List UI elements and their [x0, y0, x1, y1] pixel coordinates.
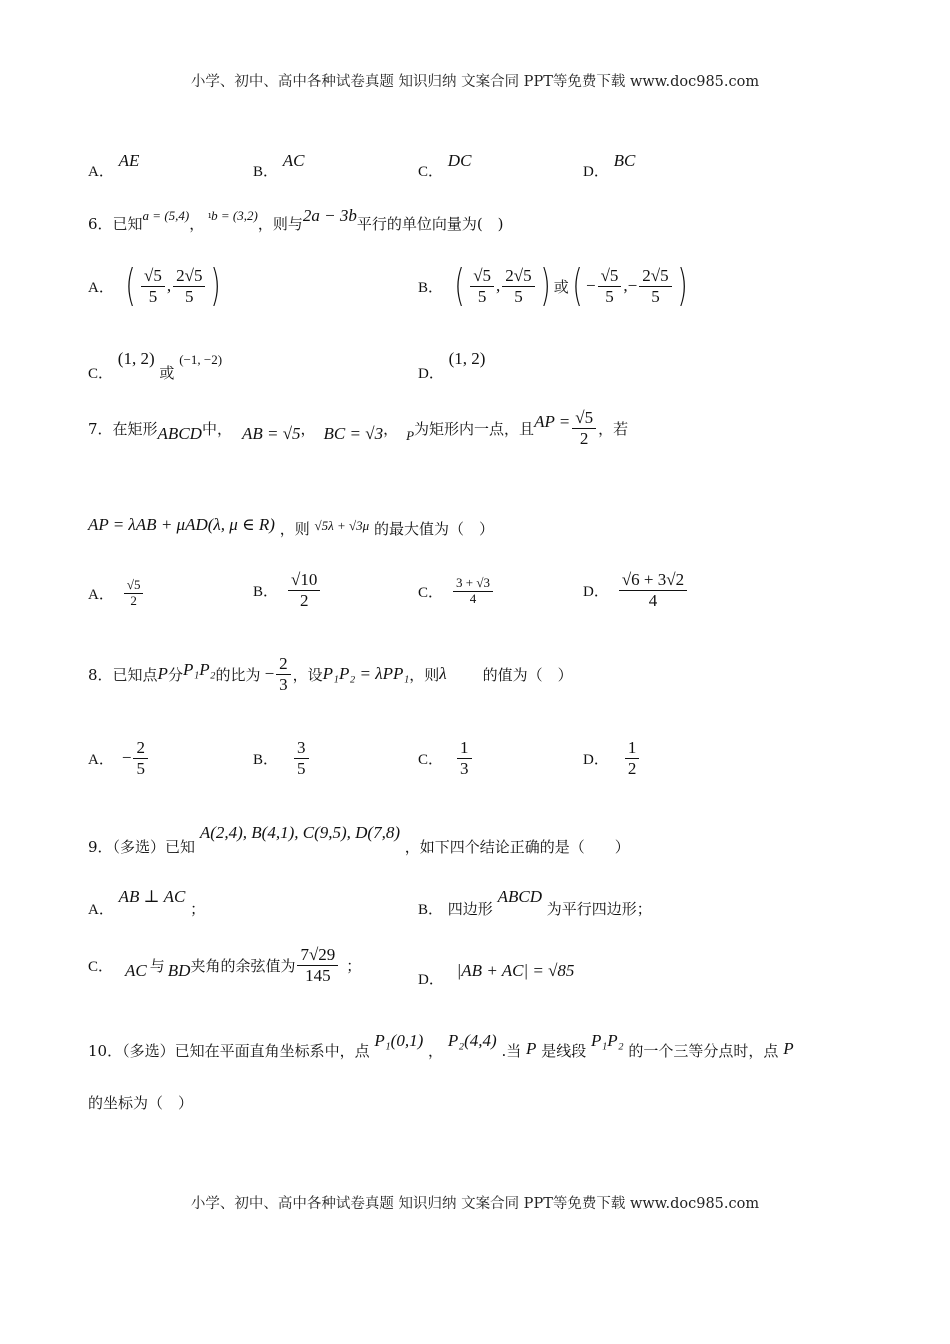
q7-option-b: [253, 570, 322, 610]
q9-stem: [88, 822, 630, 856]
fraction: [457, 738, 472, 778]
q7-mid: 为矩形内一点，且: [414, 419, 535, 438]
option-label: D．: [583, 164, 609, 180]
vector-arrow-icon: ı: [208, 210, 212, 221]
q6-mid: ，则与: [257, 215, 303, 233]
q8-set: ，设: [292, 665, 323, 684]
numerator: 2: [276, 654, 291, 675]
q6-a-expr: a = (5,4): [142, 207, 190, 223]
denominator: 5: [514, 286, 523, 306]
denominator: 3: [279, 674, 288, 694]
option-label: C．: [418, 751, 444, 768]
denominator: 5: [148, 286, 158, 306]
q5-option-c: [418, 150, 472, 180]
q9-option-b: [418, 886, 652, 918]
numerator: √10: [288, 570, 320, 591]
q8-suffix: 的值为（ ）: [482, 665, 573, 684]
denominator: 5: [651, 286, 660, 306]
denominator: 4: [648, 590, 658, 610]
q10-p-end: P: [783, 1039, 794, 1058]
q8-lambda: λ: [439, 664, 447, 684]
denominator: 5: [185, 286, 194, 306]
q9-c-yu: 与: [149, 956, 165, 975]
q9-b-text1: 四边形: [447, 900, 493, 918]
q10-p: P: [526, 1039, 537, 1058]
denominator: 5: [136, 758, 145, 778]
q7-vector-expr: AP = λAB + μAD(λ, μ ∈ R): [88, 515, 275, 534]
q7-ap-fraction: [572, 408, 596, 448]
q7-zhong: 中，: [201, 419, 232, 438]
numerator: √5: [513, 265, 532, 285]
fraction: [619, 570, 687, 610]
q5-option-d: [583, 150, 636, 180]
q10-mid3: 的一个三等分点时，点: [628, 1042, 779, 1060]
or-text: 或: [159, 364, 175, 382]
option-label: D．: [583, 751, 609, 768]
denominator: 4: [469, 590, 477, 606]
or-text: 或: [553, 277, 569, 296]
option-label: C．: [418, 584, 444, 601]
q8-option-c: [418, 738, 474, 778]
q6-d-expr: (1, 2): [448, 349, 486, 368]
q8-option-a: [88, 738, 150, 778]
numerator: √5: [184, 265, 203, 285]
q10-p1: P₁(0,1): [374, 1031, 424, 1050]
q6-expr: 2a − 3b: [302, 205, 357, 225]
page-header: 小学、初中、高中各种试卷真题 知识归纳 文案合同 PPT等免费下载 www.doc985.com: [190, 74, 760, 90]
q6-c-expr2: (−1, −2): [179, 352, 223, 367]
numerator: 7√29: [297, 945, 338, 966]
option-label: A．: [88, 164, 114, 180]
fraction: [639, 266, 671, 306]
fraction: [288, 570, 320, 610]
q9-b-expr: ABCD: [497, 887, 542, 906]
left-paren: (: [454, 260, 465, 311]
minus: −: [264, 664, 275, 684]
option-label: A．: [88, 751, 114, 768]
option-label: B．: [253, 583, 279, 600]
q10-p2: P₂(4,4): [447, 1031, 497, 1050]
denominator: 2: [299, 590, 309, 610]
option-label: A．: [88, 279, 114, 296]
q6-option-b: [418, 260, 691, 311]
q7-stem-line2: [88, 514, 494, 538]
fraction: [133, 738, 148, 778]
fraction: [294, 738, 309, 778]
denominator: 2: [579, 428, 589, 448]
comma: ,: [623, 276, 628, 295]
fraction: [502, 266, 534, 306]
denominator: 2: [130, 592, 137, 608]
q10-mid1: .当: [501, 1042, 522, 1060]
numerator: 3: [294, 738, 309, 759]
q9-c-text: 夹角的余弦值为: [190, 956, 296, 975]
right-paren: ): [677, 260, 688, 311]
q6-suffix: 平行的单位向量为( ): [356, 215, 504, 233]
numerator: 1: [457, 738, 472, 759]
fraction: [470, 266, 494, 306]
q8-p: P: [157, 664, 168, 684]
q10-stem-line1: [88, 1030, 794, 1060]
q9-prefix: 9．（多选）已知: [88, 838, 196, 856]
option-label: B．: [253, 751, 279, 768]
q10-p1p2: P₁P₂: [591, 1031, 624, 1050]
fraction: [598, 266, 622, 306]
q9-c-fraction: [297, 945, 338, 985]
denominator: 3: [460, 758, 469, 778]
q9-b-text2: 为平行四边形；: [546, 900, 652, 918]
fraction: [141, 266, 165, 306]
comma: ,: [496, 276, 501, 295]
numerator: √5: [470, 266, 494, 287]
q6-comma: ，: [189, 215, 205, 233]
q7-p: P: [406, 428, 415, 444]
q9-c-bd: BD: [167, 961, 191, 981]
q7-option-d: [583, 570, 689, 610]
q8-then: ，则: [409, 665, 440, 684]
option-label: D．: [418, 366, 444, 382]
q7-prefix: 7．在矩形: [88, 419, 158, 438]
numerator: 2: [133, 738, 148, 759]
q9-d-expr: |AB + AC| = √85: [456, 961, 575, 980]
fraction: [453, 576, 493, 607]
q7-bc-expr: BC = √3: [323, 424, 384, 444]
q7-ruo: ，若: [598, 419, 629, 438]
q8-eq: P₁P₂ = λPP₁: [322, 664, 410, 684]
numerator: 1: [625, 738, 640, 759]
option-expr: DC: [447, 151, 472, 170]
q8-fen: 分: [167, 665, 183, 684]
q7-stem-line1: [88, 408, 628, 448]
q9-c-ac: AC: [125, 961, 147, 981]
denominator: 145: [305, 965, 331, 985]
q10-prefix: 10．（多选）已知在平面直角坐标系中，点: [88, 1042, 370, 1060]
right-paren: ): [540, 260, 551, 311]
option-label: A．: [88, 586, 114, 603]
q6-option-c: [88, 348, 223, 382]
option-label: C．: [418, 164, 444, 180]
denominator: 2: [627, 758, 637, 778]
fraction: [625, 738, 640, 778]
q8-stem: [88, 654, 573, 694]
q7-target-expr: √5λ + √3μ: [314, 518, 370, 533]
q8-option-b: [253, 738, 311, 778]
option-expr: BC: [613, 151, 636, 170]
comma: ，: [300, 419, 316, 438]
q8-ratio-fraction: [276, 654, 291, 694]
option-label: B．: [418, 279, 444, 296]
option-label: C．: [88, 958, 114, 975]
q7-abcd: ABCD: [157, 424, 202, 444]
denominator: 5: [477, 286, 487, 306]
coef: 2: [176, 265, 185, 285]
q10-stem-line2: 的坐标为（ ）: [88, 1094, 194, 1112]
q7-then: ，则: [279, 520, 310, 538]
option-label: C．: [88, 366, 114, 382]
option-label: D．: [583, 583, 609, 600]
option-label: D．: [418, 972, 444, 988]
q8-ratio-text: 的比为: [215, 665, 261, 684]
coef: 2: [505, 265, 514, 285]
q7-ab-expr: AB = √5: [241, 424, 301, 444]
q6-prefix: 6．已知: [88, 215, 143, 233]
right-paren: ): [210, 260, 222, 311]
q7-suffix: 的最大值为（ ）: [373, 520, 494, 538]
q6-c-expr1: (1, 2): [117, 349, 155, 368]
fraction: [173, 266, 205, 306]
q7-ap-lhs: AP =: [534, 412, 571, 432]
q9-option-c: [88, 945, 361, 985]
q8-prefix: 8．已知点: [88, 665, 158, 684]
option-expr: AE: [118, 151, 140, 170]
numerator: √5: [572, 408, 596, 429]
numerator: √5: [144, 265, 162, 285]
denominator: 5: [297, 758, 306, 778]
q8-option-d: [583, 738, 641, 778]
q9-points: A(2,4), B(4,1), C(9,5), D(7,8): [199, 823, 401, 842]
minus: −: [585, 276, 596, 295]
q9-a-expr: AB ⊥ AC: [118, 887, 186, 906]
q7-option-a: [88, 578, 145, 609]
option-expr: AC: [282, 151, 305, 170]
comma: ,: [166, 276, 172, 295]
q9-suffix: ，如下四个结论正确的是（ ）: [404, 838, 630, 856]
numerator: √6 + 3√2: [619, 570, 687, 591]
comma: ，: [383, 419, 399, 438]
q6-option-a: [88, 260, 225, 311]
denominator: 5: [605, 286, 614, 306]
numerator: √5: [650, 265, 669, 285]
left-paren: (: [125, 260, 136, 311]
q6-option-d: [418, 348, 486, 382]
q9-option-a: [88, 886, 206, 918]
fraction: [124, 578, 144, 609]
q10-mid2: 是线段: [541, 1042, 587, 1060]
q7-option-c: [418, 576, 495, 607]
option-label: A．: [88, 902, 114, 918]
coef: 2: [642, 265, 651, 285]
numerator: 3 + √3: [453, 576, 493, 592]
q9-c-tail: ；: [346, 956, 362, 975]
left-paren: (: [572, 260, 583, 311]
minus: −: [121, 748, 132, 768]
q6-stem: [88, 205, 504, 233]
q9-option-d: [418, 960, 575, 988]
minus: −: [627, 276, 638, 295]
q5-option-a: [88, 150, 140, 180]
q9-a-tail: ；: [190, 900, 206, 918]
option-label: B．: [418, 902, 444, 918]
page-footer: 小学、初中、高中各种试卷真题 知识归纳 文案合同 PPT等免费下载 www.doc985.com: [190, 1196, 760, 1212]
comma: ，: [428, 1042, 444, 1060]
numerator: √5: [124, 578, 144, 594]
option-label: B．: [253, 164, 279, 180]
q6-b-expr: b = (3,2): [211, 207, 258, 223]
q8-p1p2: P₁P₂: [182, 660, 216, 680]
q5-option-b: [253, 150, 305, 180]
numerator: √5: [598, 266, 622, 287]
